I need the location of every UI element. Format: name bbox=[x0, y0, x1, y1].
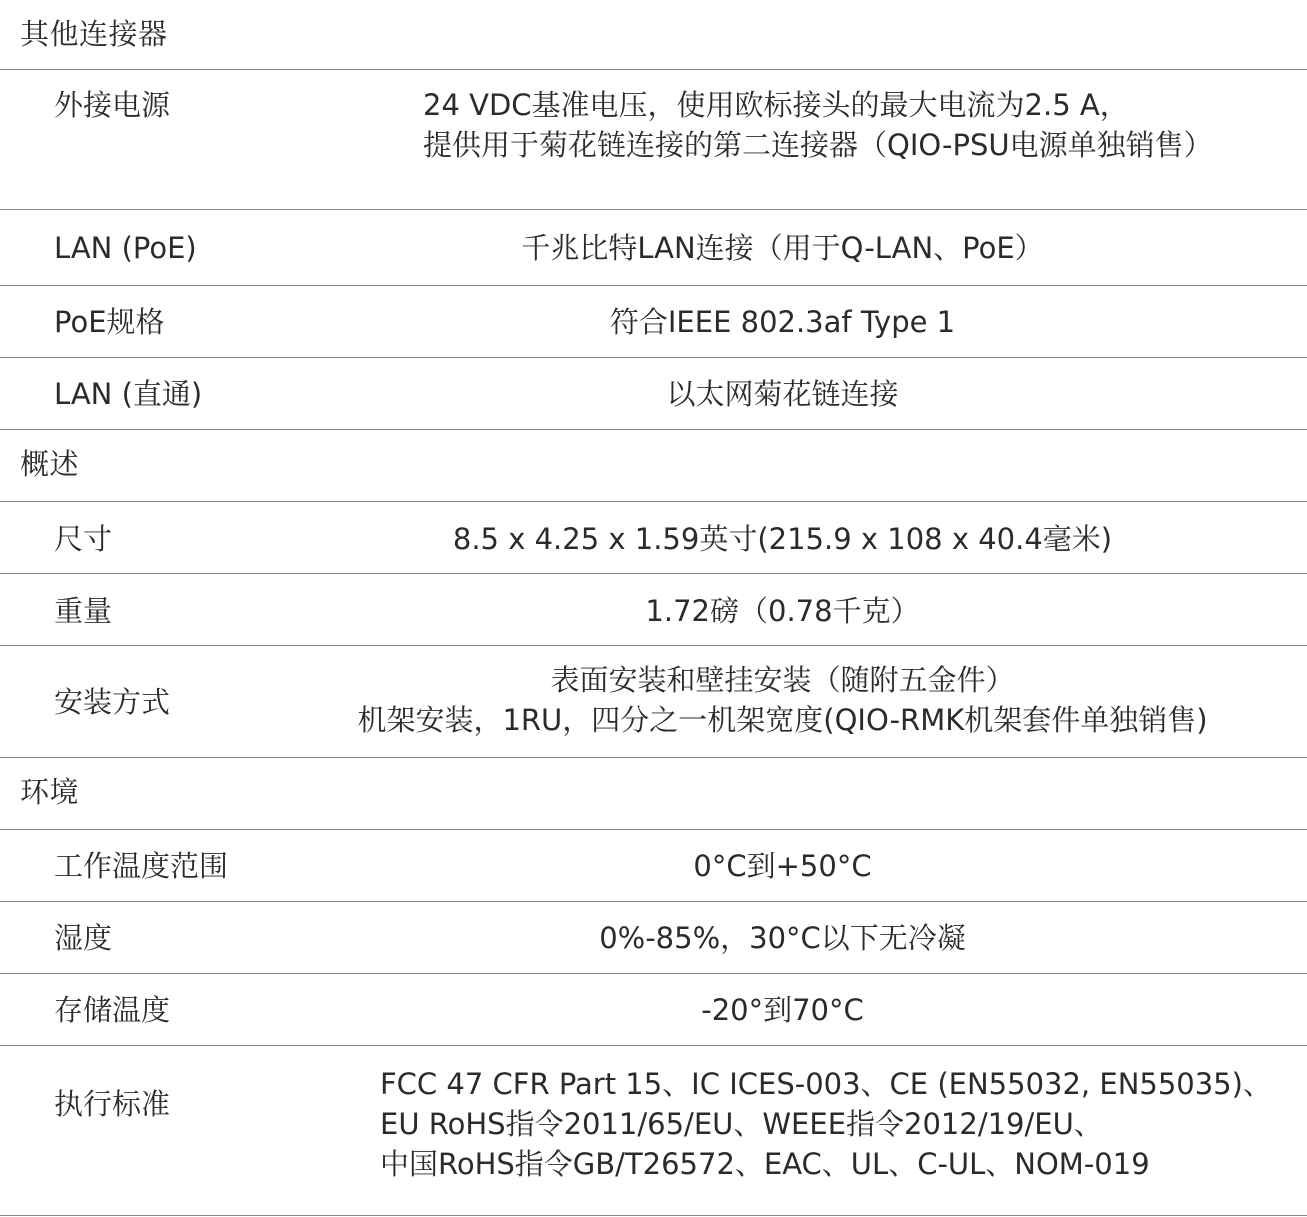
spec-value: 0°C到+50°C bbox=[693, 849, 872, 883]
spec-label: 执行标准 bbox=[54, 1087, 171, 1121]
section-title: 概述 bbox=[20, 447, 80, 481]
spec-value: 千兆比特LAN连接（用于Q-LAN、PoE） bbox=[521, 231, 1044, 265]
spec-row-operating-temperature bbox=[0, 830, 1307, 902]
spec-value-line: EU RoHS指令2011/65/EU、WEEE指令2012/19/EU、 bbox=[380, 1107, 1103, 1141]
spec-value-line: 中国RoHS指令GB/T26572、EAC、UL、C-UL、NOM-019 bbox=[380, 1147, 1150, 1181]
spec-row-standards bbox=[0, 1046, 1307, 1216]
spec-label: 重量 bbox=[54, 594, 113, 628]
section-header-environment bbox=[0, 758, 1307, 830]
spec-value: -20°到70°C bbox=[701, 993, 864, 1027]
spec-value-line: FCC 47 CFR Part 15、IC ICES-003、CE (EN55032, EN55035)、 bbox=[380, 1067, 1272, 1101]
section-title: 环境 bbox=[20, 775, 80, 809]
section-header-overview bbox=[0, 430, 1307, 502]
spec-value: 1.72磅（0.78千克） bbox=[645, 594, 920, 628]
spec-value: 8.5 x 4.25 x 1.59英寸(215.9 x 108 x 40.4毫米) bbox=[452, 522, 1113, 556]
spec-value-line: 24 VDC基准电压，使用欧标接头的最大电流为2.5 A， bbox=[423, 88, 1129, 122]
spec-label: LAN (PoE) bbox=[54, 231, 197, 265]
spec-row-humidity bbox=[0, 902, 1307, 974]
spec-value: 以太网菊花链连接 bbox=[666, 377, 899, 411]
spec-label: 安装方式 bbox=[54, 685, 171, 719]
spec-row-external-power bbox=[0, 70, 1307, 210]
spec-value: 0%-85%，30°C以下无冷凝 bbox=[599, 921, 966, 955]
spec-value: 符合IEEE 802.3af Type 1 bbox=[609, 305, 956, 339]
spec-label: 湿度 bbox=[54, 921, 113, 955]
spec-row-lan-poe bbox=[0, 210, 1307, 286]
spec-value-line: 机架安装，1RU，四分之一机架宽度(QIO-RMK机架套件单独销售) bbox=[357, 703, 1208, 737]
section-header-connectors bbox=[0, 0, 1307, 70]
spec-label: 存储温度 bbox=[54, 993, 171, 1027]
spec-value-line: 提供用于菊花链连接的第二连接器（QIO-PSU电源单独销售） bbox=[423, 128, 1213, 162]
spec-value-line: 表面安装和壁挂安装（随附五金件） bbox=[550, 663, 1015, 697]
section-title: 其他连接器 bbox=[20, 17, 168, 51]
spec-label: 外接电源 bbox=[54, 88, 171, 122]
spec-row-mounting bbox=[0, 646, 1307, 758]
spec-row-lan-passthrough bbox=[0, 358, 1307, 430]
spec-row-weight bbox=[0, 574, 1307, 646]
spec-row-poe-spec bbox=[0, 286, 1307, 358]
spec-row-storage-temperature bbox=[0, 974, 1307, 1046]
spec-label: 尺寸 bbox=[54, 522, 113, 556]
spec-label: 工作温度范围 bbox=[54, 849, 229, 883]
spec-label: LAN (直通) bbox=[54, 377, 203, 411]
spec-row-dimensions bbox=[0, 502, 1307, 574]
spec-value bbox=[258, 660, 1307, 740]
spec-value bbox=[380, 1064, 1307, 1184]
spec-value bbox=[423, 85, 1307, 165]
spec-label: PoE规格 bbox=[54, 305, 165, 339]
